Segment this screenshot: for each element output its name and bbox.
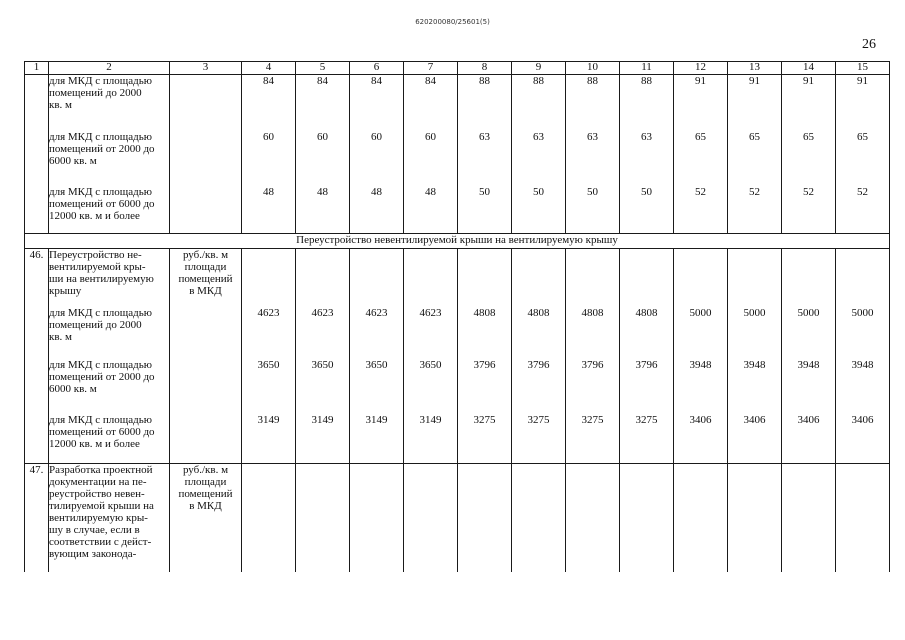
column-number-3: 3 <box>170 62 242 75</box>
cell-line: тилируемой крыши на <box>49 500 154 512</box>
value-cell: 3650 <box>242 359 296 414</box>
value-cell: 3275 <box>512 414 566 464</box>
empty-value-cell <box>458 249 512 307</box>
empty-value-cell <box>350 249 404 307</box>
value-cell: 88 <box>566 75 620 131</box>
value-cell: 63 <box>620 131 674 186</box>
value-cell: 5000 <box>728 307 782 359</box>
value-cell: 52 <box>836 186 890 234</box>
cell-line: площади <box>184 261 227 273</box>
value-cell: 3948 <box>728 359 782 414</box>
row-label <box>49 414 170 464</box>
cell-line: для МКД с площадью <box>49 306 152 319</box>
item-title <box>49 249 170 307</box>
value-cell: 60 <box>296 131 350 186</box>
cell-line: документации на пе- <box>49 476 147 488</box>
value-cell: 48 <box>404 186 458 234</box>
column-number-14: 14 <box>782 62 836 75</box>
value-cell: 50 <box>512 186 566 234</box>
value-cell: 3796 <box>458 359 512 414</box>
value-cell: 65 <box>782 131 836 186</box>
empty-value-cell <box>620 249 674 307</box>
item-unit <box>170 249 242 307</box>
table-row <box>25 414 890 464</box>
item-number-cell <box>25 414 49 464</box>
row-label <box>49 359 170 414</box>
value-cell: 3948 <box>782 359 836 414</box>
empty-value-cell <box>242 464 296 572</box>
empty-value-cell <box>674 464 728 572</box>
value-cell: 50 <box>458 186 512 234</box>
cell-line: вентилируемой кры- <box>49 261 146 273</box>
empty-value-cell <box>296 464 350 572</box>
column-number-9: 9 <box>512 62 566 75</box>
cell-line: кв. м <box>49 99 72 111</box>
cell-line: Разработка проектной <box>49 464 153 476</box>
value-cell: 4623 <box>350 307 404 359</box>
value-cell: 3406 <box>674 414 728 464</box>
cell-line: помещений до 2000 <box>49 318 142 331</box>
empty-value-cell <box>404 249 458 307</box>
cell-line: помещений <box>178 488 233 500</box>
item-number-cell <box>25 186 49 234</box>
table-row <box>25 307 890 359</box>
value-cell: 3796 <box>566 359 620 414</box>
cell-line: 6000 кв. м <box>49 382 97 395</box>
value-cell: 5000 <box>836 307 890 359</box>
cell-line: для МКД с площадью <box>49 130 152 143</box>
empty-value-cell <box>782 464 836 572</box>
unit-cell <box>170 186 242 234</box>
item-number-cell <box>25 359 49 414</box>
value-cell: 65 <box>836 131 890 186</box>
empty-value-cell <box>674 249 728 307</box>
item-number-cell <box>25 131 49 186</box>
empty-value-cell <box>566 249 620 307</box>
value-cell: 4623 <box>404 307 458 359</box>
value-cell: 88 <box>458 75 512 131</box>
item-number-cell <box>25 307 49 359</box>
empty-value-cell <box>566 464 620 572</box>
value-cell: 3796 <box>512 359 566 414</box>
empty-value-cell <box>296 249 350 307</box>
value-cell: 3650 <box>296 359 350 414</box>
value-cell: 3275 <box>620 414 674 464</box>
value-cell: 63 <box>512 131 566 186</box>
table-row <box>25 359 890 414</box>
column-number-13: 13 <box>728 62 782 75</box>
cell-line: соответствии с дейст- <box>49 536 152 548</box>
value-cell: 84 <box>242 75 296 131</box>
value-cell: 4808 <box>512 307 566 359</box>
column-number-row <box>25 62 890 75</box>
empty-value-cell <box>512 464 566 572</box>
value-cell: 4808 <box>566 307 620 359</box>
value-cell: 48 <box>296 186 350 234</box>
value-cell: 48 <box>242 186 296 234</box>
column-number-2: 2 <box>49 62 170 75</box>
value-cell: 60 <box>350 131 404 186</box>
empty-value-cell <box>242 249 296 307</box>
cell-line: 12000 кв. м и более <box>49 437 140 450</box>
value-cell: 3275 <box>458 414 512 464</box>
value-cell: 3650 <box>350 359 404 414</box>
cell-line: ши на вентилируемую <box>49 273 154 285</box>
column-number-1: 1 <box>25 62 49 75</box>
column-number-15: 15 <box>836 62 890 75</box>
item-title <box>49 464 170 572</box>
value-cell: 5000 <box>674 307 728 359</box>
empty-value-cell <box>404 464 458 572</box>
empty-value-cell <box>836 464 890 572</box>
value-cell: 91 <box>782 75 836 131</box>
section-title: Переустройство невентилируемой крыши на вентилируемую крышу <box>25 234 890 249</box>
page-number: 26 <box>862 37 876 52</box>
item-header-row <box>25 249 890 307</box>
value-cell: 4808 <box>458 307 512 359</box>
cell-line: помещений <box>178 273 233 285</box>
cell-line: помещений до 2000 <box>49 87 142 99</box>
value-cell: 3275 <box>566 414 620 464</box>
table-body <box>25 62 890 572</box>
table-row <box>25 131 890 186</box>
cell-line: помещений от 6000 до <box>49 197 155 210</box>
value-cell: 3149 <box>404 414 458 464</box>
value-cell: 60 <box>242 131 296 186</box>
cell-line: реустройство невен- <box>49 488 145 500</box>
cell-line: для МКД с площадью <box>49 358 152 371</box>
column-number-5: 5 <box>296 62 350 75</box>
cell-line: для МКД с площадью <box>49 75 152 87</box>
value-cell: 52 <box>728 186 782 234</box>
cell-line: площади <box>184 476 227 488</box>
table-row <box>25 186 890 234</box>
value-cell: 3149 <box>242 414 296 464</box>
value-cell: 48 <box>350 186 404 234</box>
cell-line: помещений от 2000 до <box>49 370 155 383</box>
value-cell: 4623 <box>242 307 296 359</box>
value-cell: 3948 <box>836 359 890 414</box>
value-cell: 3149 <box>350 414 404 464</box>
item-header-row <box>25 464 890 572</box>
value-cell: 88 <box>620 75 674 131</box>
unit-cell <box>170 307 242 359</box>
item-number: 47. <box>25 464 49 572</box>
column-number-8: 8 <box>458 62 512 75</box>
value-cell: 3796 <box>620 359 674 414</box>
unit-cell <box>170 359 242 414</box>
value-cell: 84 <box>350 75 404 131</box>
row-label <box>49 307 170 359</box>
value-cell: 91 <box>728 75 782 131</box>
row-label <box>49 75 170 131</box>
value-cell: 50 <box>566 186 620 234</box>
value-cell: 4623 <box>296 307 350 359</box>
tariff-table <box>24 61 890 572</box>
cell-line: крышу <box>49 285 82 297</box>
empty-value-cell <box>728 249 782 307</box>
cell-line: для МКД с площадью <box>49 185 152 198</box>
value-cell: 65 <box>674 131 728 186</box>
unit-cell <box>170 414 242 464</box>
empty-value-cell <box>782 249 836 307</box>
table-row <box>25 75 890 131</box>
row-label <box>49 186 170 234</box>
value-cell: 4808 <box>620 307 674 359</box>
cell-line: в МКД <box>189 285 222 297</box>
empty-value-cell <box>728 464 782 572</box>
value-cell: 84 <box>296 75 350 131</box>
empty-value-cell <box>350 464 404 572</box>
cell-line: помещений от 6000 до <box>49 425 155 438</box>
value-cell: 3650 <box>404 359 458 414</box>
value-cell: 88 <box>512 75 566 131</box>
empty-value-cell <box>458 464 512 572</box>
value-cell: 52 <box>674 186 728 234</box>
cell-line: кв. м <box>49 330 72 343</box>
value-cell: 5000 <box>782 307 836 359</box>
column-number-12: 12 <box>674 62 728 75</box>
cell-line: помещений от 2000 до <box>49 142 155 155</box>
value-cell: 50 <box>620 186 674 234</box>
cell-line: 6000 кв. м <box>49 154 97 167</box>
column-number-7: 7 <box>404 62 458 75</box>
cell-line: для МКД с площадью <box>49 413 152 426</box>
value-cell: 65 <box>728 131 782 186</box>
item-number: 46. <box>25 249 49 307</box>
value-cell: 91 <box>674 75 728 131</box>
item-number-cell <box>25 75 49 131</box>
cell-line: шу в случае, если в <box>49 524 140 536</box>
cell-line: руб./кв. м <box>182 464 229 476</box>
value-cell: 3406 <box>728 414 782 464</box>
cell-line: 12000 кв. м и более <box>49 209 140 222</box>
value-cell: 63 <box>458 131 512 186</box>
value-cell: 60 <box>404 131 458 186</box>
value-cell: 91 <box>836 75 890 131</box>
cell-line: руб./кв. м <box>182 249 229 261</box>
value-cell: 52 <box>782 186 836 234</box>
cell-line: вующим законода- <box>49 548 137 560</box>
value-cell: 63 <box>566 131 620 186</box>
value-cell: 3948 <box>674 359 728 414</box>
column-number-6: 6 <box>350 62 404 75</box>
value-cell: 3406 <box>782 414 836 464</box>
column-number-11: 11 <box>620 62 674 75</box>
unit-cell <box>170 75 242 131</box>
column-number-4: 4 <box>242 62 296 75</box>
row-label <box>49 131 170 186</box>
cell-line: в МКД <box>189 500 222 512</box>
value-cell: 3149 <box>296 414 350 464</box>
cell-line: вентилируемую кры- <box>49 512 148 524</box>
cell-line: Переустройство не- <box>49 249 142 261</box>
section-row <box>25 234 890 249</box>
column-number-10: 10 <box>566 62 620 75</box>
value-cell: 3406 <box>836 414 890 464</box>
document-code: 620200080/25601(5) <box>415 18 490 26</box>
empty-value-cell <box>512 249 566 307</box>
value-cell: 84 <box>404 75 458 131</box>
empty-value-cell <box>620 464 674 572</box>
item-unit <box>170 464 242 572</box>
unit-cell <box>170 131 242 186</box>
empty-value-cell <box>836 249 890 307</box>
